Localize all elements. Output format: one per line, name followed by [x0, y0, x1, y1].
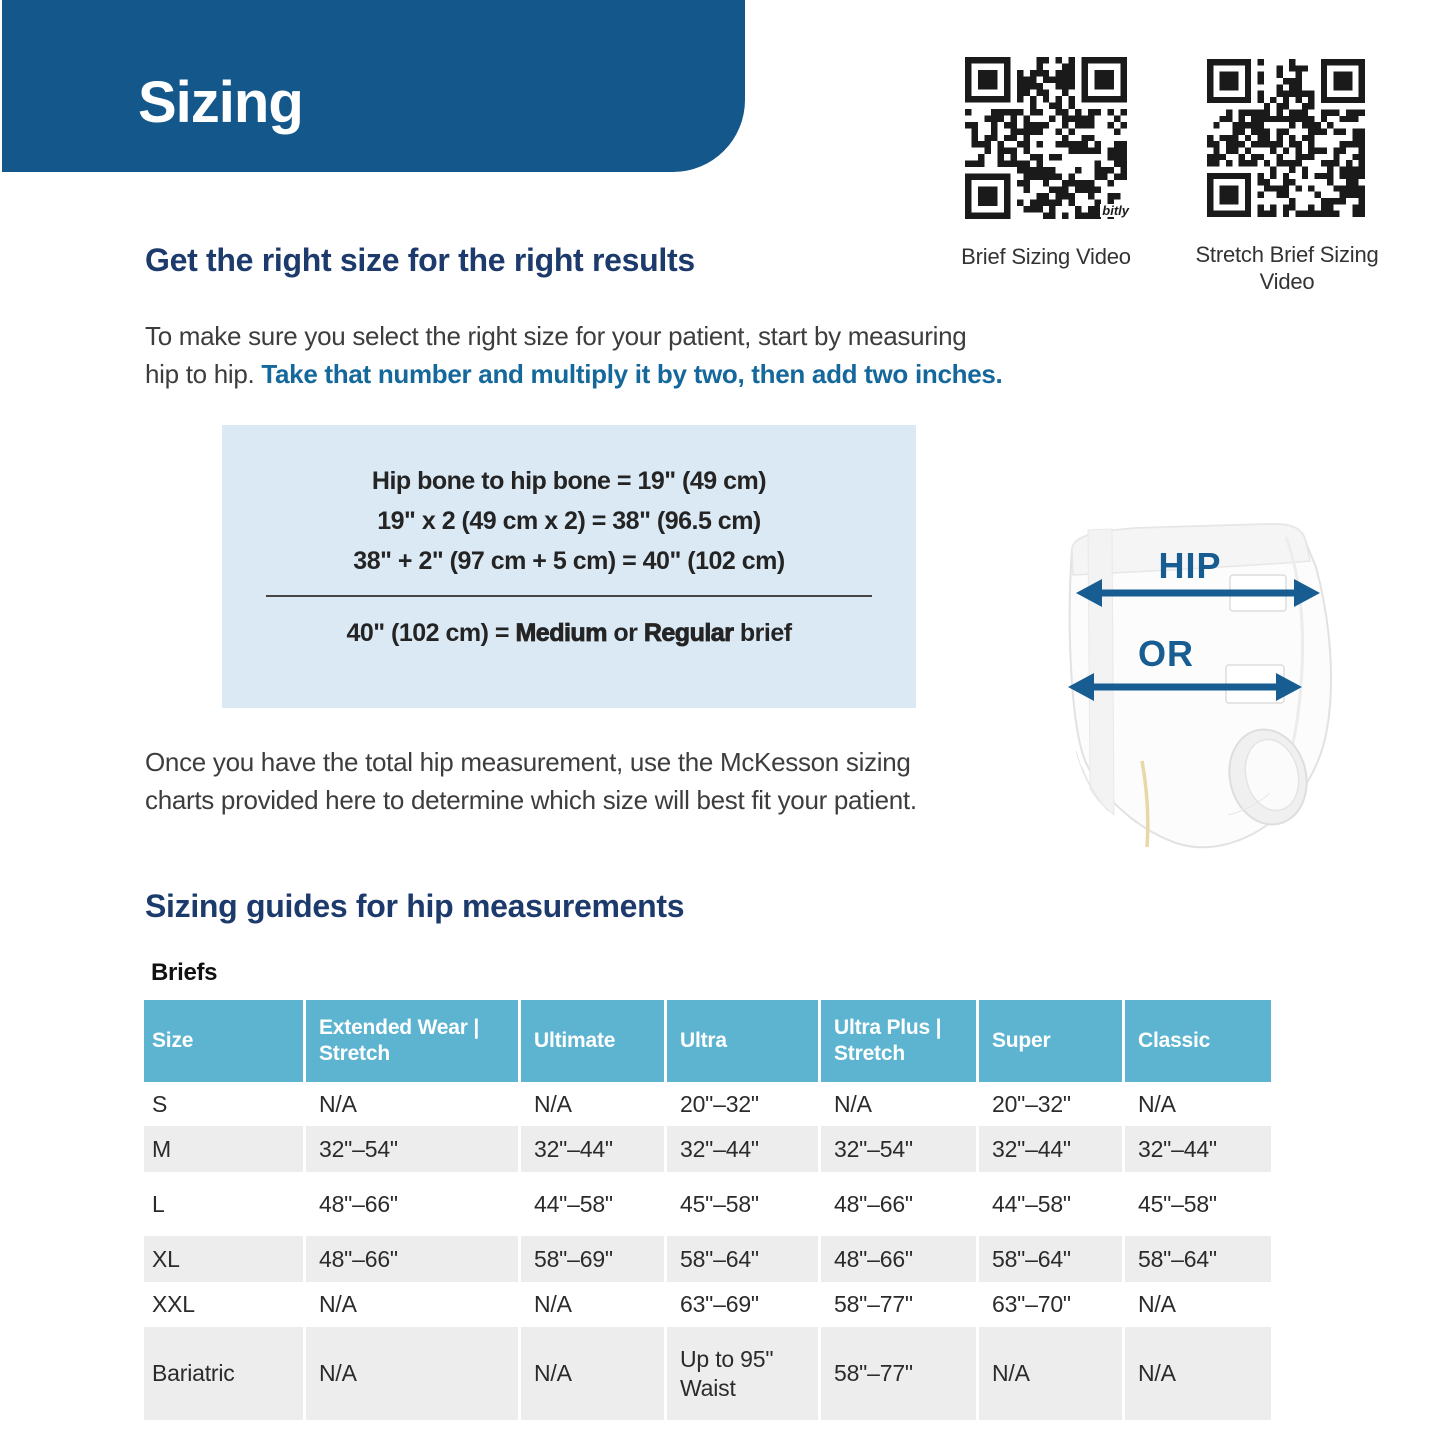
table-row-xxl	[144, 1282, 1271, 1327]
intro-line-2: hip to hip. Take that number and multiply it by two, then add two inches.	[145, 359, 1003, 389]
page-title: Sizing	[138, 70, 303, 135]
qr-code-icon	[1206, 59, 1366, 217]
value-cell: 32"–54"	[821, 1126, 979, 1172]
value-cell: 20"–32"	[979, 1082, 1125, 1126]
column-header: Ultimate	[521, 1000, 667, 1082]
value-cell: 58"–77"	[821, 1327, 979, 1420]
qr-code-stretch-brief-sizing	[1206, 59, 1366, 217]
qr-label-stretch-brief-sizing: Stretch Brief Sizing Video	[1195, 242, 1379, 294]
qr-code-icon	[963, 57, 1129, 219]
calc-divider	[266, 595, 872, 597]
value-cell: 20"–32"	[667, 1082, 821, 1126]
section-heading-right-size: Get the right size for the right results	[145, 242, 695, 278]
value-cell: 48"–66"	[821, 1236, 979, 1282]
outro-paragraph	[145, 743, 1105, 819]
column-header: Classic	[1138, 1029, 1211, 1052]
or-label: OR	[1138, 633, 1194, 674]
calc-line-2: 19" x 2 (49 cm x 2) = 38" (96.5 cm)	[377, 507, 761, 535]
value-cell: 63"–69"	[667, 1282, 821, 1327]
value-cell: N/A	[306, 1327, 521, 1420]
column-header: Ultra Plus | Stretch	[821, 1000, 979, 1082]
value-cell: 32"–44"	[521, 1126, 667, 1172]
value-cell: 32"–54"	[306, 1126, 521, 1172]
value-cell: 58"–77"	[821, 1282, 979, 1327]
value-cell: 58"–64"	[979, 1236, 1125, 1282]
value-cell: 45"–58"	[667, 1172, 821, 1236]
size-cell: XL	[144, 1236, 306, 1282]
value-cell: N/A	[521, 1282, 667, 1327]
intro-line-1: To make sure you select the right size for your patient, start by measuring	[145, 321, 967, 351]
value-cell: N/A	[1138, 1291, 1176, 1317]
value-cell: N/A	[1138, 1360, 1176, 1386]
calc-line-3: 38" + 2" (97 cm + 5 cm) = 40" (102 cm)	[353, 547, 785, 575]
size-cell: Bariatric	[144, 1327, 306, 1420]
outro-line-2: charts provided here to determine which size will best fit your patient.	[145, 785, 917, 815]
value-cell: 32"–44"	[979, 1126, 1125, 1172]
table-title-briefs: Briefs	[151, 959, 218, 986]
size-cell: S	[144, 1082, 306, 1126]
value-cell: 48"–66"	[306, 1236, 521, 1282]
value-cell: 48"–66"	[306, 1172, 521, 1236]
value-cell: Up to 95" Waist	[667, 1327, 821, 1420]
value-cell: 44"–58"	[979, 1172, 1125, 1236]
intro-bold-instruction: Take that number and multiply it by two, then add two inches.	[261, 359, 1003, 389]
calc-result-line: 40" (102 cm) = Medium or Regular brief	[346, 619, 792, 647]
value-cell: 32"–44"	[1138, 1135, 1217, 1162]
qr-code-brief-sizing	[963, 57, 1129, 219]
value-cell: 44"–58"	[521, 1172, 667, 1236]
table-row-m	[144, 1126, 1271, 1172]
outro-line-1: Once you have the total hip measurement, use the McKesson sizing	[145, 747, 911, 777]
size-cell: XXL	[144, 1282, 306, 1327]
table-body	[144, 1082, 1271, 1420]
value-cell: 58"–64"	[667, 1236, 821, 1282]
value-cell: 58"–64"	[1138, 1245, 1217, 1272]
briefs-sizing-table	[144, 1000, 1271, 1420]
measurement-example-box	[222, 425, 916, 708]
value-cell: 32"–44"	[667, 1126, 821, 1172]
value-cell: N/A	[306, 1282, 521, 1327]
value-cell: 63"–70"	[979, 1282, 1125, 1327]
table-row-xl	[144, 1236, 1271, 1282]
value-cell: N/A	[306, 1082, 521, 1126]
size-cell: L	[144, 1172, 306, 1236]
column-header: Extended Wear | Stretch	[306, 1000, 521, 1082]
value-cell: 48"–66"	[821, 1172, 979, 1236]
qr-label-brief-sizing: Brief Sizing Video	[961, 244, 1131, 269]
hip-label: HIP	[1158, 545, 1222, 586]
value-cell: N/A	[979, 1327, 1125, 1420]
column-header: Ultra	[667, 1000, 821, 1082]
intro-paragraph	[145, 317, 1105, 393]
table-row-l	[144, 1172, 1271, 1236]
value-cell: N/A	[521, 1327, 667, 1420]
bitly-watermark: bitly	[1102, 203, 1129, 218]
value-cell: N/A	[821, 1082, 979, 1126]
calc-line-1: Hip bone to hip bone = 19" (49 cm)	[371, 467, 767, 495]
value-cell: N/A	[521, 1082, 667, 1126]
page-banner	[2, 0, 745, 172]
section-heading-sizing-guides: Sizing guides for hip measurements	[145, 888, 685, 924]
table-row-bariatric	[144, 1327, 1271, 1420]
size-cell: M	[144, 1126, 306, 1172]
value-cell: N/A	[1138, 1090, 1176, 1117]
table-row-s	[144, 1082, 1271, 1126]
column-header: Size	[144, 1000, 306, 1082]
table-header-row	[144, 1000, 1271, 1082]
value-cell: 45"–58"	[1138, 1190, 1217, 1217]
column-header: Super	[979, 1000, 1125, 1082]
value-cell: 58"–69"	[521, 1236, 667, 1282]
